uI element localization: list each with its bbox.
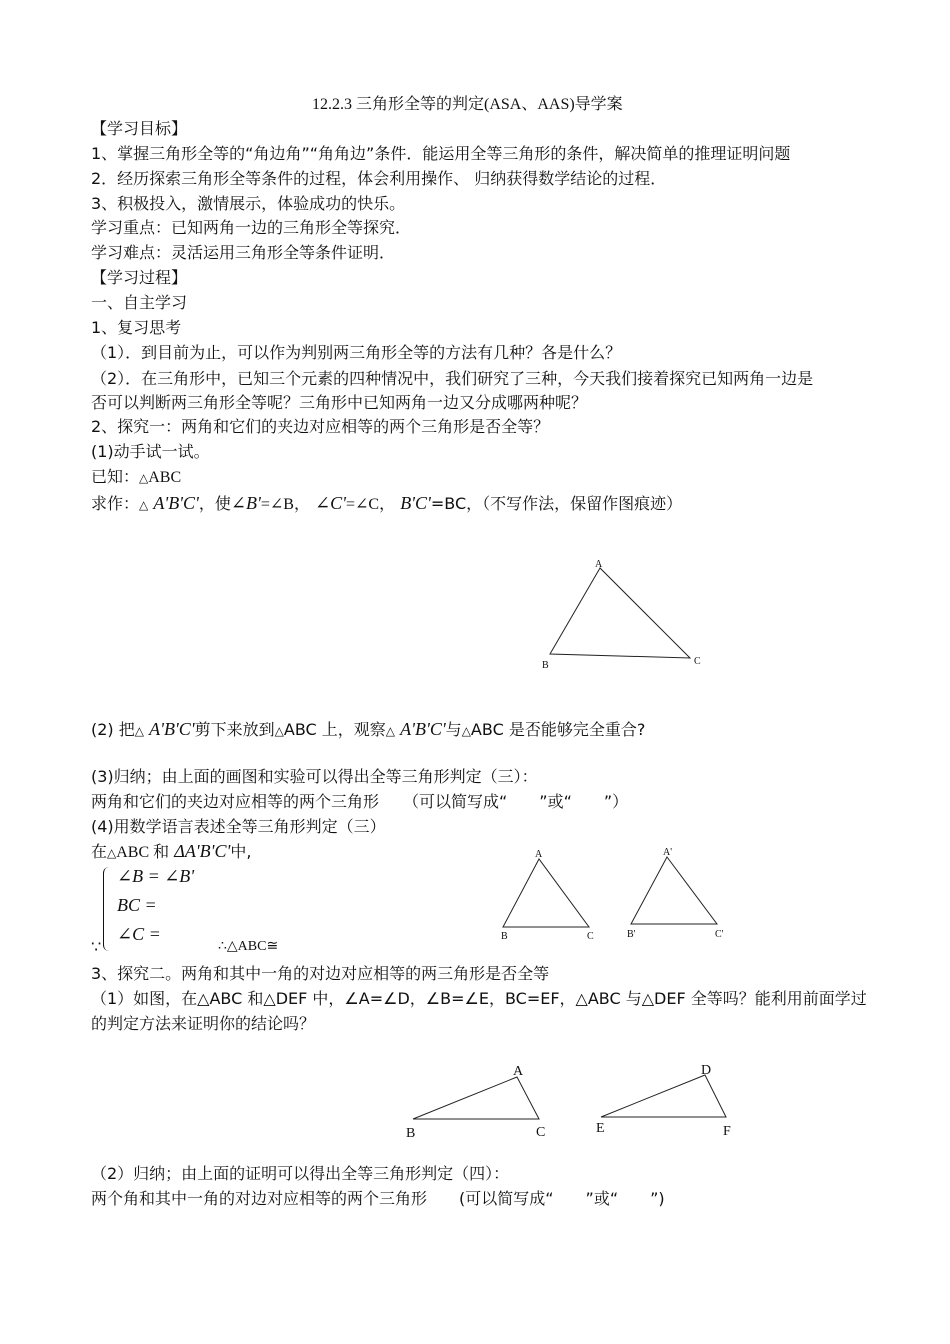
triangle-symbol: △	[139, 471, 149, 485]
process-header: 【学习过程】	[91, 268, 188, 287]
construct-make: ，使	[198, 494, 231, 513]
explore1-step2	[91, 719, 645, 741]
section-heading: 一、自主学习	[91, 293, 188, 312]
fig3-vertex-f: F	[723, 1124, 731, 1139]
difficulty: 学习难点：灵活运用三角形全等条件证明．	[91, 243, 396, 262]
right-vertex-a-prime: A'	[663, 847, 673, 858]
right-vertex-c-prime: C'	[715, 929, 724, 940]
fig3-vertex-d: D	[701, 1063, 712, 1078]
triangle-symbol: △	[139, 498, 149, 512]
objective-2: 2．经历探索三角形全等条件的过程，体会利用操作、 归纳获得数学结论的过程．	[91, 169, 667, 188]
left-vertex-b: B	[501, 931, 508, 942]
triangle-symbol: △	[107, 846, 117, 860]
vertex-label-a: A	[595, 559, 603, 570]
condition-brace	[103, 867, 112, 951]
triangle-abc-obtuse	[413, 1077, 539, 1119]
explore2-question-2: （2）归纳；由上面的证明可以得出全等三角形判定（四）：	[91, 1164, 510, 1183]
left-vertex-c: C	[587, 931, 594, 942]
known-triangle: ABC	[148, 469, 182, 486]
explore1-step4: (4)用数学语言表述全等三角形判定（三）	[91, 817, 386, 836]
vertex-label-b: B	[542, 660, 549, 671]
triangle-symbol: △	[385, 724, 396, 738]
review-question-2: （2）．在三角形中，已知三个元素的四种情况中，我们研究了三种，今天我们接着探究已知两角一边是	[91, 369, 814, 388]
construct-label: 求作：	[91, 494, 140, 513]
triangle-abc-right	[631, 857, 717, 924]
fig3-vertex-c: C	[536, 1125, 546, 1140]
triangle-symbol: △	[461, 724, 471, 738]
triangle-prime: A'B'C'	[149, 719, 195, 739]
side-prime: B'C'	[400, 493, 431, 513]
key-point: 学习重点：已知两角一边的三角形全等探究．	[91, 218, 412, 237]
fig3-vertex-a: A	[513, 1064, 524, 1079]
explore1-step3: (3)归纳；由上面的画图和实验可以得出全等三角形判定（三）：	[91, 767, 538, 786]
triangle-def-obtuse	[601, 1075, 726, 1117]
step2-end: ABC 是否能够完全重合?	[470, 720, 646, 739]
triangle-symbol: △	[274, 724, 284, 738]
fig3-vertex-e: E	[596, 1121, 605, 1136]
step2-pre: (2) 把	[91, 720, 135, 739]
condition-1: ∠B = ∠B'	[117, 866, 195, 886]
angle-c-prime: ∠C'	[315, 493, 346, 513]
in-abc: ABC 和	[116, 844, 170, 861]
objective-3: 3、积极投入，激情展示，体验成功的快乐。	[91, 194, 406, 213]
step2-with: 与	[445, 720, 462, 739]
figure-triangles-abc-def	[400, 1058, 750, 1148]
explore2-question-2-line2: 两个角和其中一角的对边对应相等的两个三角形 (可以简写成“ ”或“ ”)	[91, 1189, 665, 1208]
figure-triangles-abc-prime	[495, 843, 745, 943]
angle-b-prime: ∠B'	[230, 493, 261, 513]
known-line	[91, 467, 181, 488]
explore1-step3-line2: 两角和它们的夹边对应相等的两个三角形 （可以简写成“ ”或“ ”）	[91, 792, 629, 811]
left-vertex-a: A	[535, 849, 543, 860]
therefore-statement: ∴△ABC≅	[218, 939, 279, 954]
in-triangles-line	[91, 841, 251, 863]
triangle-abc-left	[503, 859, 589, 927]
review-title: 1、复习思考	[91, 318, 182, 337]
eq-bc: =BC，（不写作法，保留作图痕迹）	[430, 494, 683, 513]
explore1-step1: (1)动手试一试。	[91, 442, 210, 461]
review-question-1: （1）．到目前为止，可以作为判别两三角形全等的方法有几种？各是什么？	[91, 343, 622, 362]
step2-mid: 剪下来放到	[194, 720, 275, 739]
triangle-prime: A'B'C'	[153, 493, 199, 513]
vertex-label-c: C	[694, 656, 701, 667]
fig3-vertex-b: B	[406, 1126, 416, 1141]
right-vertex-b-prime: B'	[627, 929, 636, 940]
triangle-abc-shape	[550, 568, 690, 658]
explore1-title: 2、探究一：两角和它们的夹边对应相等的两个三角形是否全等？	[91, 417, 550, 436]
explore2-question-1-cont: 的判定方法来证明你的结论吗？	[91, 1014, 316, 1033]
delta-prime: ΔA'B'C'	[174, 841, 231, 861]
triangle-prime: A'B'C'	[400, 719, 446, 739]
eq-b: =∠B，	[260, 496, 310, 513]
explore2-question-1: （1）如图，在△ABC 和△DEF 中，∠A=∠D，∠B=∠E，BC=EF，△ABC 与△DEF 全等吗？能利用前面学过	[91, 989, 867, 1008]
eq-c: =∠C，	[345, 496, 396, 513]
condition-3: ∠C =	[117, 924, 161, 944]
in-pre: 在	[91, 842, 108, 861]
review-question-2-cont: 否可以判断两三角形全等呢？三角形中已知两角一边又分成哪两种呢？	[91, 393, 588, 412]
known-label: 已知：	[91, 467, 140, 486]
because-symbol: ∵	[91, 937, 102, 956]
figure-triangle-abc	[530, 555, 710, 675]
explore2-title: 3、探究二。两角和其中一角的对边对应相等的两三角形是否全等	[91, 964, 550, 983]
condition-2: BC =	[117, 895, 157, 915]
page-title: 12.2.3 三角形全等的判定(ASA、AAS)导学案	[312, 96, 623, 113]
objective-1: 1、掌握三角形全等的“角边角”“角角边”条件．能运用全等三角形的条件，解决简单的推理证明问题	[91, 144, 791, 163]
step2-on: ABC 上，观察	[283, 720, 386, 739]
triangle-symbol: △	[134, 724, 144, 738]
construct-line	[91, 493, 682, 515]
in-end: 中,	[230, 842, 252, 861]
objectives-header: 【学习目标】	[91, 119, 188, 138]
